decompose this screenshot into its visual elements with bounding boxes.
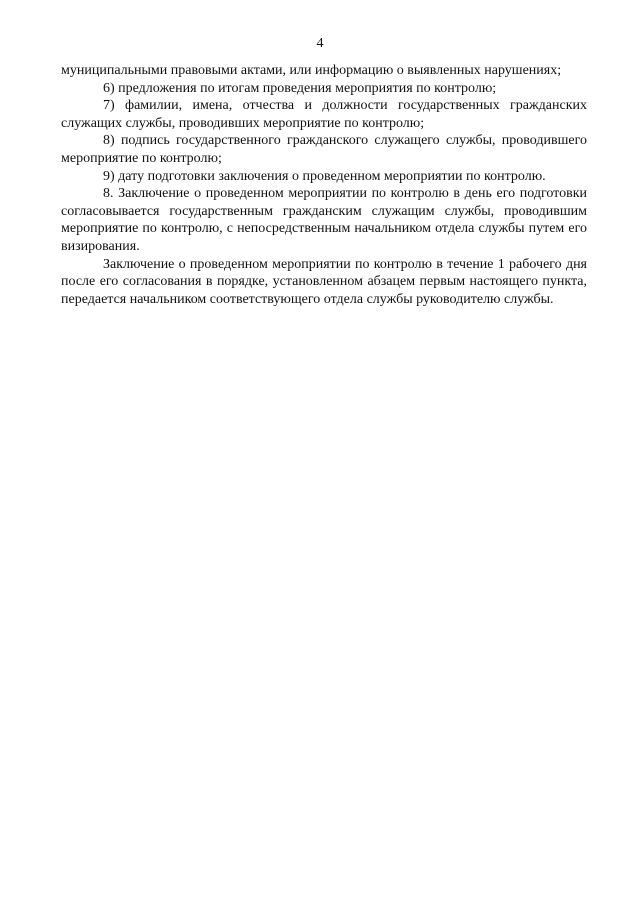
paragraph-continuation: муниципальными правовыми актами, или информацию о выявленных нарушениях; — [61, 63, 562, 78]
paragraph-item-9: 9) дату подготовки заключения о проведенном мероприятии по контролю. — [103, 168, 546, 184]
paragraph-point-8-second: Заключение о проведенном мероприятии по контролю в течение 1 рабочего дня после его согласования в порядке, установленном абзацем первым настоящего пункта, передается начальником соответствующего отдела службы руководителю службы. — [61, 256, 587, 307]
document-body — [61, 62, 587, 308]
paragraph-item-6: 6) предложения по итогам проведения мероприятия по контролю; — [103, 80, 497, 96]
paragraph-item-7: 7) фамилии, имена, отчества и должности государственных гражданских служащих службы, проводивших мероприятие по контролю; — [61, 98, 587, 131]
page-number: 4 — [316, 36, 324, 51]
paragraph-item-8: 8) подпись государственного гражданского служащего службы, проводившего мероприятие по контролю; — [61, 133, 587, 166]
paragraph-point-8: 8. Заключение о проведенном мероприятии по контролю в день его подготовки согласовывается государственным гражданским служащим службы, проводившим мероприятие по контролю, с непосредственным начальником отдела службы путем его визирования. — [61, 186, 587, 254]
